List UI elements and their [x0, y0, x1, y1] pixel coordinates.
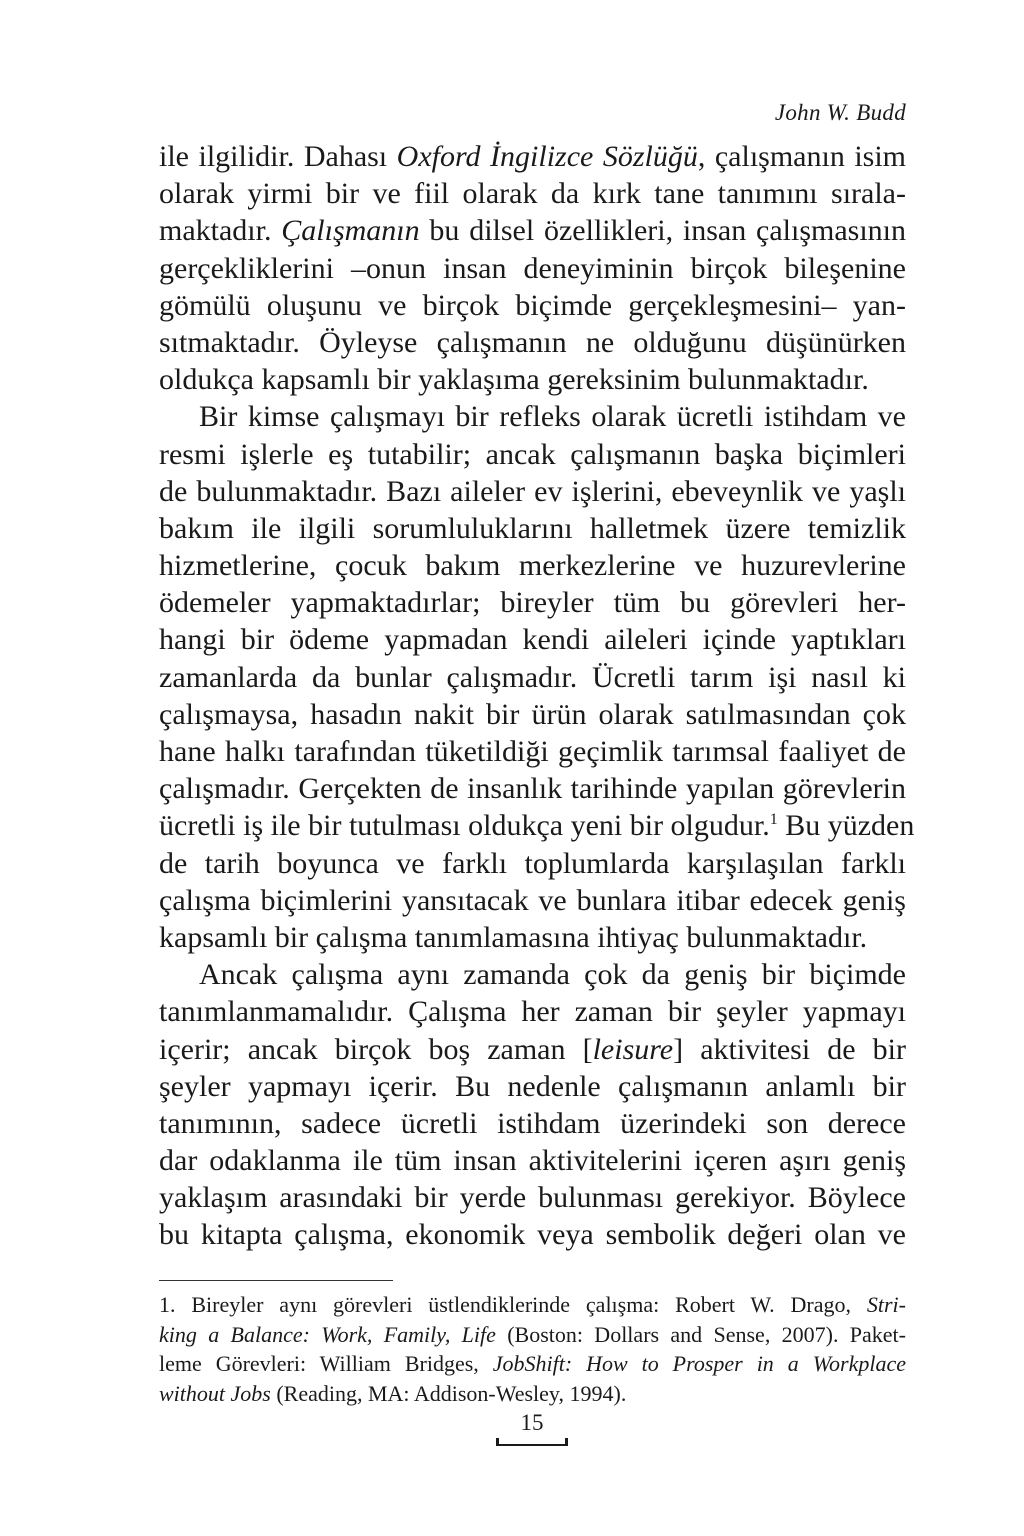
text-line	[159, 510, 906, 547]
page-number: 15	[520, 1410, 544, 1435]
text-run: resmi işlerle eş tutabilir; ancak çalışmanın başka biçimleri	[159, 437, 906, 471]
text-run: (Boston: Dollars and Sense, 2007). Paket-	[495, 1321, 906, 1347]
text-run: Bu yüzden	[777, 809, 915, 843]
footnote-line	[159, 1290, 906, 1320]
text-line	[159, 1142, 906, 1179]
text-run: maktadır.	[159, 214, 282, 248]
text-run: çalışmadır. Gerçekten de insanlık tarihinde yapılan görevlerin	[159, 772, 906, 806]
italic-text: king a Balance: Work, Family, Life	[159, 1321, 496, 1347]
text-line	[159, 584, 906, 621]
text-line	[159, 1105, 906, 1142]
text-line	[159, 398, 906, 435]
text-run: zamanlarda da bunlar çalışmadır. Ücretli tarım işi nasıl ki	[159, 660, 906, 694]
text-line	[159, 696, 906, 733]
text-run: (Reading, MA: Addison-Wesley, 1994).	[270, 1380, 627, 1406]
text-run: oldukça kapsamlı bir yaklaşıma gereksinim bulunmaktadır.	[159, 363, 869, 397]
text-run: olarak yirmi bir ve fiil olarak da kırk tane tanımını sırala-	[159, 177, 906, 211]
text-run: yaklaşım arasındaki bir yerde bulunması gerekiyor. Böylece	[159, 1181, 906, 1215]
text-run: tanımının, sadece ücretli istihdam üzerindeki son derece	[159, 1106, 906, 1140]
text-line	[159, 882, 906, 919]
text-run: leme Görevleri: William Bridges,	[159, 1351, 493, 1376]
text-run: sıtmaktadır. Öyleyse çalışmanın ne olduğunu düşünürken	[159, 325, 906, 359]
text-run: ödemeler yapmaktadırlar; bireyler tüm bu görevleri her-	[159, 586, 906, 620]
text-line	[159, 1068, 906, 1105]
text-line	[159, 324, 906, 361]
italic-text: without Jobs	[159, 1380, 271, 1406]
footnote-line	[159, 1320, 906, 1350]
page-number-ornament	[496, 1439, 568, 1446]
text-line	[159, 1031, 906, 1068]
text-run: ücretli iş ile bir tutulması oldukça yeni bir olgudur.	[159, 809, 770, 843]
text-run: gömülü oluşunu ve birçok biçimde gerçekleşmesini– yan-	[159, 288, 906, 322]
text-run: ] aktivitesi de bir	[673, 1032, 906, 1066]
text-line	[159, 361, 906, 398]
running-head: John W. Budd	[774, 100, 906, 125]
text-run: de tarih boyunca ve farklı toplumlarda karşılaşılan farklı	[159, 846, 906, 880]
text-run: 1. Bireyler aynı görevleri üstlendiklerinde çalışma: Robert W. Drago,	[159, 1292, 867, 1317]
footnote-reference: 1	[769, 811, 778, 829]
body-text	[159, 138, 915, 1254]
text-run: bakım ile ilgili sorumluluklarını halletmek üzere temizlik	[159, 511, 906, 545]
text-line	[159, 807, 915, 844]
text-run: bu dilsel özellikleri, insan çalışmasının	[419, 214, 906, 248]
italic-text: JobShift: How to Prosper in a Workplace	[492, 1351, 906, 1376]
text-line	[159, 287, 906, 324]
italic-text: Oxford İngilizce Sözlüğü	[396, 140, 698, 173]
text-line	[159, 138, 906, 175]
text-run: kapsamlı bir çalışma tanımlamasına ihtiyaç bulunmaktadır.	[159, 920, 868, 954]
text-run: ile ilgilidir. Dahası	[159, 140, 397, 173]
text-line	[159, 547, 906, 584]
footnote-line	[159, 1349, 906, 1379]
text-line	[159, 621, 906, 658]
text-run: bu kitapta çalışma, ekonomik veya sembolik değeri olan ve	[159, 1218, 906, 1252]
footnote-rule	[159, 1280, 393, 1281]
text-run: de bulunmaktadır. Bazı aileler ev işlerini, ebeveynlik ve yaşlı	[159, 474, 906, 508]
text-run: içerir; ancak birçok boş zaman [	[159, 1032, 593, 1066]
italic-text: leisure	[592, 1032, 674, 1066]
text-run: hane halkı tarafından tüketildiği geçimlik tarımsal faaliyet de	[159, 735, 906, 768]
text-line	[159, 473, 906, 510]
text-run: çalışmaysa, hasadın nakit bir ürün olarak satılmasından çok	[159, 697, 906, 731]
text-run: çalışma biçimlerini yansıtacak ve bunlara itibar edecek geniş	[159, 883, 906, 917]
text-line	[159, 733, 906, 770]
text-line	[159, 250, 906, 287]
text-run: Ancak çalışma aynı zamanda çok da geniş bir biçimde	[199, 958, 906, 992]
footnote-line	[159, 1379, 906, 1409]
page-number-block	[496, 1410, 568, 1446]
text-run: hizmetlerine, çocuk bakım merkezlerine ve huzurevlerine	[159, 549, 906, 583]
text-run: gerçekliklerini –onun insan deneyiminin birçok bileşenine	[159, 251, 906, 285]
text-run: dar odaklanma ile tüm insan aktivitelerini içeren aşırı geniş	[159, 1144, 906, 1178]
footnotes	[159, 1290, 906, 1408]
text-line	[159, 956, 906, 993]
text-line	[159, 175, 906, 212]
text-line	[159, 993, 906, 1030]
text-line	[159, 436, 906, 473]
text-line	[159, 1179, 906, 1216]
text-run: Bir kimse çalışmayı bir refleks olarak ücretli istihdam ve	[199, 400, 906, 434]
text-run: , çalışmanın isim	[697, 140, 907, 173]
text-line	[159, 659, 906, 696]
paragraph	[159, 138, 906, 398]
text-line	[159, 1216, 906, 1253]
paragraph	[159, 398, 915, 956]
text-run: hangi bir ödeme yapmadan kendi aileleri içinde yaptıkları	[159, 623, 906, 657]
text-line	[159, 212, 906, 249]
text-line	[159, 770, 906, 807]
italic-text: Stri-	[866, 1292, 906, 1317]
text-run: tanımlanmamalıdır. Çalışma her zaman bir şeyler yapmayı	[159, 995, 906, 1029]
text-line	[159, 845, 906, 882]
text-line	[159, 919, 906, 956]
italic-text: Çalışmanın	[281, 214, 420, 248]
paragraph	[159, 956, 906, 1254]
text-run: şeyler yapmayı içerir. Bu nedenle çalışmanın anlamlı bir	[159, 1069, 906, 1103]
